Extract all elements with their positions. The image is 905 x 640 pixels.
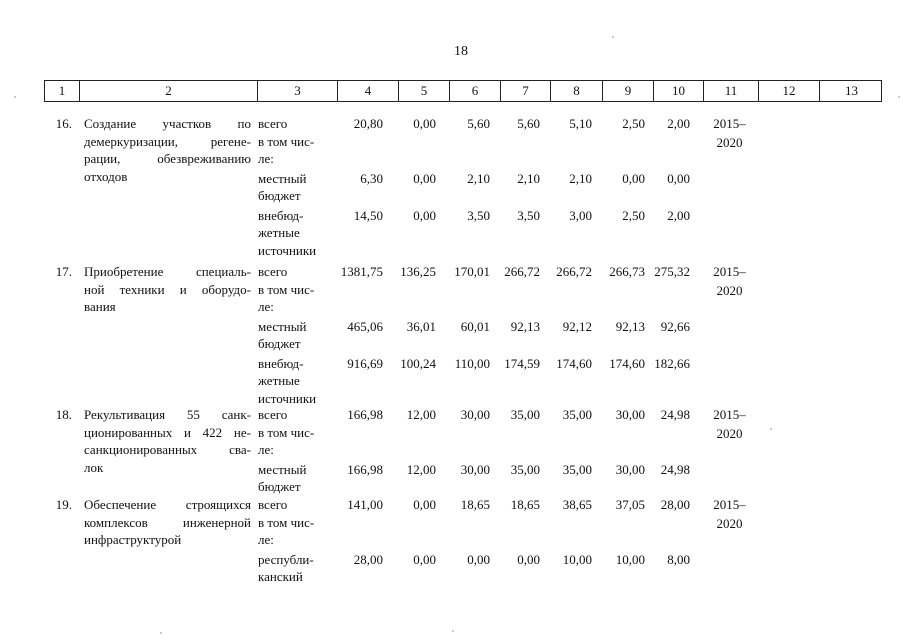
row-description-line: рации, обезвреживанию — [84, 151, 251, 166]
value-cell: 12,00 — [406, 461, 436, 477]
header-cell-10: 10 — [653, 81, 703, 101]
row-description-line: вания — [84, 299, 116, 314]
value-cell: 166,98 — [347, 407, 383, 422]
value-cell: 92,12 — [562, 318, 592, 334]
value-cell: 266,73 — [609, 264, 645, 279]
value-cell: 35,00 — [562, 461, 592, 477]
period-line: 2015– — [713, 407, 746, 422]
value-cell: 0,00 — [413, 551, 436, 567]
value-cell: 14,50 — [353, 207, 383, 223]
scan-speck — [898, 96, 900, 98]
period-line: 2020 — [716, 426, 743, 441]
header-cell-4: 4 — [337, 81, 398, 101]
value-cell: 0,00 — [413, 207, 436, 223]
row-description-line: Рекультивация 55 санк- — [84, 407, 251, 422]
funding-source-label: жетные — [258, 373, 300, 388]
value-cell: 35,00 — [510, 461, 540, 477]
value-cell: 2,50 — [622, 207, 645, 223]
value-cell: 8,00 — [667, 551, 690, 567]
funding-source-label: в том чис- — [258, 514, 315, 530]
value-cell: 3,00 — [569, 207, 592, 223]
value-cell: 35,00 — [562, 407, 592, 422]
funding-source-label: всего — [258, 116, 288, 131]
value-cell: 1381,75 — [340, 264, 383, 279]
funding-source-label: в том чис- — [258, 133, 315, 149]
value-cell: 0,00 — [467, 551, 490, 567]
value-cell: 5,60 — [517, 116, 540, 131]
value-cell: 10,00 — [615, 551, 645, 567]
row-number: 17. — [55, 264, 72, 279]
value-cell: 30,00 — [460, 407, 490, 422]
period-line: 2015– — [713, 264, 746, 279]
row-description-line: лок — [84, 459, 104, 475]
value-cell: 10,00 — [562, 551, 592, 567]
value-cell: 0,00 — [517, 551, 540, 567]
scan-speck — [612, 36, 614, 38]
value-cell: 3,50 — [517, 207, 540, 223]
value-cell: 24,98 — [660, 407, 690, 422]
value-cell: 0,00 — [622, 170, 645, 186]
funding-source-label: местный — [258, 170, 307, 186]
header-cell-7: 7 — [500, 81, 550, 101]
header-cell-3: 3 — [257, 81, 337, 101]
value-cell: 18,65 — [460, 497, 490, 512]
value-cell: 3,50 — [467, 207, 490, 223]
funding-source-label: в том чис- — [258, 424, 315, 440]
value-cell: 30,00 — [460, 461, 490, 477]
value-cell: 6,30 — [360, 170, 383, 186]
scan-speck — [452, 630, 454, 632]
funding-source-label: бюджет — [258, 479, 301, 494]
value-cell: 100,24 — [400, 355, 436, 371]
header-cell-9: 9 — [602, 81, 653, 101]
value-cell: 110,00 — [454, 355, 490, 371]
header-cell-11: 11 — [703, 81, 758, 101]
value-cell: 2,10 — [467, 170, 490, 186]
value-cell: 35,00 — [510, 407, 540, 422]
value-cell: 2,00 — [667, 116, 690, 131]
value-cell: 916,69 — [347, 355, 383, 371]
value-cell: 37,05 — [615, 497, 645, 512]
funding-source-label: бюджет — [258, 188, 301, 203]
value-cell: 266,72 — [556, 264, 592, 279]
value-cell: 24,98 — [660, 461, 690, 477]
value-cell: 60,01 — [460, 318, 490, 334]
row-description-line: демеркуризации, регене- — [84, 133, 251, 149]
value-cell: 20,80 — [353, 116, 383, 131]
period-line: 2015– — [713, 497, 746, 512]
value-cell: 174,60 — [609, 355, 645, 371]
funding-source-label: внебюд- — [258, 355, 304, 371]
period-line: 2020 — [716, 283, 743, 298]
value-cell: 92,13 — [510, 318, 540, 334]
funding-source-label: местный — [258, 461, 307, 477]
funding-source-label: ле: — [258, 299, 274, 314]
row-number: 18. — [55, 407, 72, 422]
scan-speck — [14, 96, 16, 98]
row-description-line: Приобретение специаль- — [84, 264, 251, 279]
period-line: 2020 — [716, 516, 743, 531]
value-cell: 0,00 — [413, 497, 436, 512]
value-cell: 0,00 — [667, 170, 690, 186]
funding-source-label: всего — [258, 264, 288, 279]
value-cell: 0,00 — [413, 116, 436, 131]
header-cell-1: 1 — [58, 83, 66, 98]
value-cell: 170,01 — [454, 264, 490, 279]
value-cell: 92,13 — [615, 318, 645, 334]
row-description-line: ционированных и 422 не- — [84, 424, 251, 440]
row-description-line: санкционированных сва- — [84, 442, 251, 457]
funding-source-label: ле: — [258, 532, 274, 547]
funding-source-label: в том чис- — [258, 281, 315, 297]
funding-source-label: жетные — [258, 225, 300, 240]
header-cell-13: 13 — [819, 81, 883, 101]
funding-source-label: местный — [258, 318, 307, 334]
header-cell-2: 2 — [79, 81, 257, 101]
value-cell: 0,00 — [413, 170, 436, 186]
header-cell-12: 12 — [758, 81, 819, 101]
value-cell: 2,50 — [622, 116, 645, 131]
scan-speck — [160, 632, 162, 634]
row-number: 19. — [55, 497, 72, 512]
header-cell-5: 5 — [398, 81, 449, 101]
value-cell: 12,00 — [406, 407, 436, 422]
value-cell: 275,32 — [654, 264, 690, 279]
table-header-row — [44, 80, 882, 102]
funding-source-label: источники — [258, 242, 317, 258]
value-cell: 174,60 — [556, 355, 592, 371]
funding-source-label: ле: — [258, 151, 274, 166]
row-number: 16. — [55, 116, 72, 131]
value-cell: 166,98 — [347, 461, 383, 477]
value-cell: 2,10 — [569, 170, 592, 186]
header-cell-6: 6 — [449, 81, 500, 101]
funding-source-label: внебюд- — [258, 207, 304, 223]
row-description-line: ной техники и оборудо- — [84, 281, 251, 297]
value-cell: 2,00 — [667, 207, 690, 223]
funding-source-label: всего — [258, 407, 288, 422]
period-line: 2015– — [713, 116, 746, 131]
funding-source-label: ле: — [258, 442, 274, 457]
value-cell: 174,59 — [504, 355, 540, 371]
row-description-line: инфраструктурой — [84, 532, 182, 547]
value-cell: 5,60 — [467, 116, 490, 131]
value-cell: 266,72 — [504, 264, 540, 279]
funding-source-label: бюджет — [258, 336, 301, 351]
value-cell: 38,65 — [562, 497, 592, 512]
value-cell: 465,06 — [347, 318, 383, 334]
value-cell: 28,00 — [660, 497, 690, 512]
row-description-line: Обеспечение строящихся — [84, 497, 251, 512]
period-line: 2020 — [716, 135, 743, 150]
funding-source-label: источники — [258, 390, 317, 406]
page-number: 18 — [454, 44, 468, 59]
row-description-line: комплексов инженерной — [84, 514, 251, 530]
value-cell: 28,00 — [353, 551, 383, 567]
value-cell: 182,66 — [654, 355, 690, 371]
header-cell-8: 8 — [550, 81, 602, 101]
row-description-line: Создание участков по — [84, 116, 251, 131]
value-cell: 30,00 — [615, 407, 645, 422]
value-cell: 5,10 — [569, 116, 592, 131]
value-cell: 136,25 — [400, 264, 436, 279]
value-cell: 141,00 — [347, 497, 383, 512]
value-cell: 2,10 — [517, 170, 540, 186]
row-description-line: отходов — [84, 168, 128, 184]
funding-source-label: республи- — [258, 551, 314, 567]
scan-speck — [770, 428, 772, 430]
value-cell: 36,01 — [406, 318, 436, 334]
value-cell: 18,65 — [510, 497, 540, 512]
value-cell: 92,66 — [660, 318, 690, 334]
funding-source-label: канский — [258, 569, 303, 584]
funding-source-label: всего — [258, 497, 288, 512]
value-cell: 30,00 — [615, 461, 645, 477]
